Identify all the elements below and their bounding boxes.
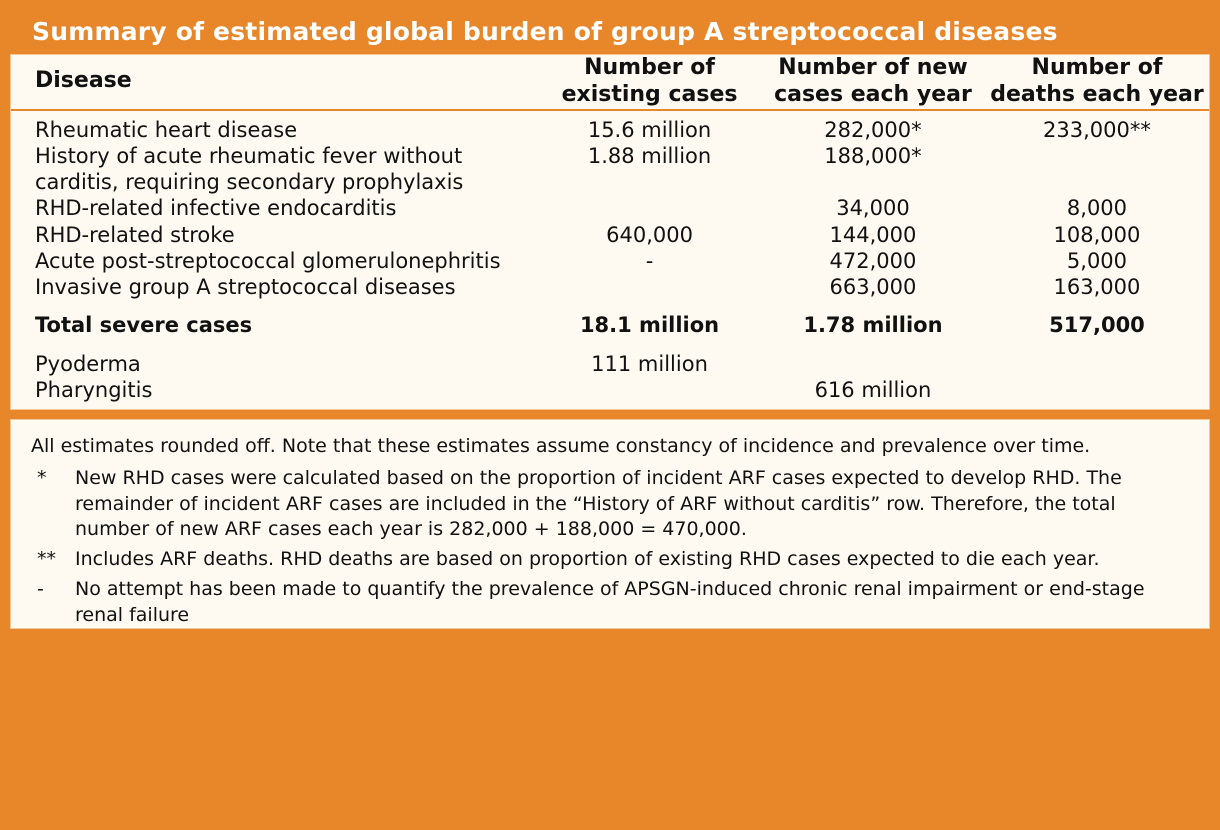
column-header-disease: Disease (11, 55, 538, 110)
cell-disease: Invasive group A streptococcal diseases (35, 275, 456, 300)
table-row (11, 377, 1209, 403)
cell-new: 1.78 million (803, 313, 943, 338)
column-header-deaths (985, 55, 1209, 110)
column-header-existing-cases (538, 55, 761, 110)
footnote-item (31, 577, 1189, 628)
cell-disease: Pharyngitis (35, 377, 153, 402)
cell-new: 472,000 (829, 248, 917, 273)
footnote-text: New RHD cases were calculated based on the proportion of incident ARF cases expected to develop RHD. The remainder of incident ARF cases are included in the “History of ARF without carditis” row. Therefore, the total number of new ARF cases each year is 282,000 + 188,000 = 470,000. (75, 467, 1122, 540)
cell-new (761, 351, 985, 377)
cell-disease: Acute post-streptococcal glomerulonephritis (35, 248, 501, 273)
column-header-new-cases-line1: Number of new (778, 55, 968, 80)
cell-deaths: 108,000 (1053, 222, 1141, 247)
footnotes-card (10, 419, 1210, 629)
cell-new: 663,000 (829, 275, 917, 300)
footnote-item (31, 547, 1189, 572)
table-row (11, 117, 1209, 143)
footnote-item (31, 466, 1189, 542)
cell-existing: - (645, 248, 654, 273)
table-row (11, 248, 1209, 274)
table-row (11, 195, 1209, 221)
table-title-bar (10, 8, 1210, 54)
cell-existing: 15.6 million (587, 117, 712, 142)
table-row (11, 351, 1209, 377)
column-header-new-cases-line2: cases each year (774, 81, 972, 107)
cell-disease: Total severe cases (35, 313, 253, 338)
table-row (11, 143, 1209, 196)
cell-deaths (985, 377, 1209, 403)
cell-deaths (985, 143, 1209, 196)
footnote-marker: ** (37, 548, 56, 571)
table-spacer (11, 403, 1209, 409)
cell-existing (538, 377, 761, 403)
column-header-new-cases (761, 55, 985, 110)
cell-new: 34,000 (836, 196, 910, 221)
column-header-existing-cases-line2: existing cases (561, 81, 738, 107)
table-row (11, 222, 1209, 248)
cell-new: 616 million (814, 377, 932, 402)
cell-new: 188,000* (824, 143, 922, 168)
column-header-existing-cases-line1: Number of (584, 55, 715, 80)
table-header-row (11, 55, 1209, 110)
footnote-marker: * (37, 467, 47, 490)
footnote-marker: - (37, 578, 44, 601)
footnote-text: No attempt has been made to quantify the prevalence of APSGN-induced chronic renal impairment or end-stage renal failure (75, 578, 1145, 626)
column-header-deaths-line1: Number of (1031, 55, 1163, 80)
cell-deaths: 163,000 (1053, 275, 1141, 300)
table-row (11, 274, 1209, 300)
cell-existing: 1.88 million (587, 143, 712, 168)
cell-new: 144,000 (829, 222, 917, 247)
cell-disease: Pyoderma (35, 351, 141, 376)
cell-existing: 111 million (591, 351, 708, 376)
cell-deaths (985, 351, 1209, 377)
cell-existing (538, 195, 761, 221)
page-title: Summary of estimated global burden of group A streptococcal diseases (32, 16, 1058, 46)
column-header-deaths-line2: deaths each year (990, 81, 1204, 107)
table-spacer (11, 110, 1209, 117)
cell-disease: RHD-related stroke (35, 222, 235, 247)
cell-new: 282,000* (824, 117, 922, 142)
cell-disease: RHD-related infective endocarditis (35, 196, 397, 221)
cell-deaths: 233,000** (1043, 117, 1151, 142)
table-spacer-cell (11, 403, 1209, 409)
table-row-total (11, 300, 1209, 350)
table-spacer-cell (11, 110, 1209, 117)
cell-existing: 18.1 million (579, 313, 720, 338)
cell-disease: Rheumatic heart disease (35, 117, 298, 142)
cell-existing: 640,000 (606, 222, 693, 247)
cell-disease: History of acute rheumatic fever without carditis, requiring secondary prophylaxis (35, 143, 464, 195)
cell-deaths: 5,000 (1066, 248, 1128, 273)
table-card (10, 54, 1210, 410)
cell-deaths: 517,000 (1049, 313, 1145, 338)
cell-deaths: 8,000 (1066, 196, 1128, 221)
burden-table (11, 55, 1209, 409)
cell-existing (538, 274, 761, 300)
footnote-intro: All estimates rounded off. Note that these estimates assume constancy of incidence and prevalence over time. (31, 435, 1091, 458)
footnote-text: Includes ARF deaths. RHD deaths are based on proportion of existing RHD cases expected to die each year. (75, 548, 1100, 571)
